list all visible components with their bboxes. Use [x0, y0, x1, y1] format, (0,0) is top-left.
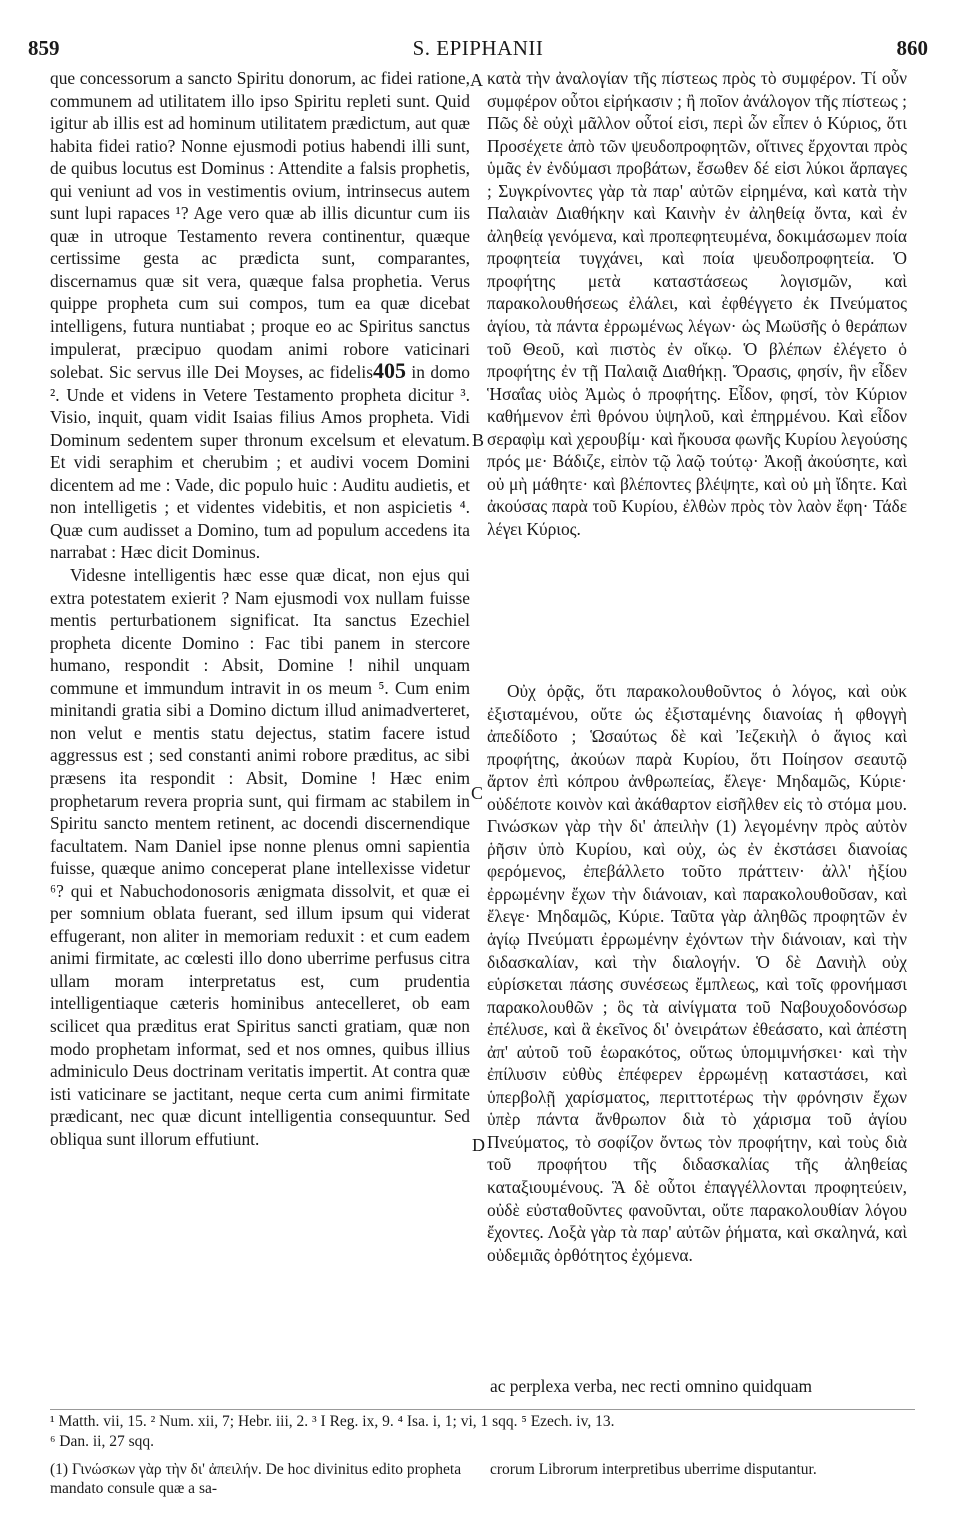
latin-column: [50, 67, 470, 1150]
latin-text-part-2: in domo ². Unde et videns in Vetere Testamento propheta dicitur ³. Visio, inquit, quam vidit Isaias filius Amos propheta. Vidi Dominum sedentem super thronum excelsum et elevatum. Et vidi seraphim et cherubim ; et audivi vocem Domini dicentem ad me : Vade, dic populo huic : Auditu audietis, et non intelligetis ; et videntes videbitis, et non aspicietis ⁴. Quæ cum audisset a Domino, tum ad populum accedens ita narrabat : Hæc dicit Dominus.: [50, 362, 470, 563]
page-number-right: 860: [896, 36, 928, 60]
latin-text-part-1: que concessorum a sancto Spiritu donorum, ac fidei ratione, communem ad utilitatem illo ipso Spiritu repleti sunt. Quid igitur ab illis est ad hominum utilitatem prædictum, aut quæ habita fidei ratio? Nonne ejusmodi potius habendi illi sunt, de quibus locutus est Dominus : Attendite a falsis prophetis, qui veniunt ad vos in vestimentis ovium, intrinsecus autem sunt lupi rapaces ¹? Age vero quæ ab illis dicuntur cum iis quæ in utroque Testamento revera continentur, quæque certissime gesta ac prædicta sunt, comparantes, discernamus quæ sit vera, quæque falsa prophetia. Verus quippe propheta cum sui compos, tum ea quæ dicebat intelligens, futura nuntiabat ; proque eo ac Spiritus sanctus impulerat, præcipuo quodam animi robore vaticinari solebat. Sic servus ille Dei Moyses, ac fidelis: [50, 68, 470, 383]
page-header: [28, 36, 928, 64]
footnote-line: ⁶ Dan. ii, 27 sqq.: [50, 1433, 154, 1450]
column-marker-405: 405: [372, 358, 406, 384]
running-title: S. EPIPHANII: [412, 36, 544, 60]
page-number-left: 859: [28, 36, 60, 60]
margin-letter-c: C: [471, 783, 484, 803]
latin-continuation: ac perplexa verba, nec recti omnino quidquam: [490, 1376, 813, 1396]
editor-note-left: (1) Γινώσκων γὰρ τὴν δι' ἀπειλήν. De hoc divinitus edito propheta mandato consule quæ a sa-: [50, 1461, 462, 1497]
greek-paragraph-2: Οὐχ ὁρᾷς, ὅτι παρακολουθοῦντος ὁ λόγος, καὶ οὐκ ἐξισταμένου, οὔτε ὡς ἐξισταμένης διανοίας ἡ φθογγὴ ἀπεδίδοτο ; Ὡσαύτως δὲ καὶ Ἰεζεκιὴλ ὁ ἅγιος καὶ προφήτης, ἀκούων παρὰ Κυρίου, ὅτι Ποίησον σεαυτῷ ἄρτον ἐπὶ κόπρου ἀνθρωπείας, ἔλεγε· Μηδαμῶς, Κύριε· οὐδέποτε κοινὸν καὶ ἀκάθαρτον εἰσῆλθεν εἰς τὸ στόμα μου. Γινώσκων γὰρ τὴν δι' ἀπειλὴν (1) λεγομένην πρὸς αὐτὸν ῥῆσιν ὑπὸ Κυρίου, καὶ οὐχ, ὡς ἐν ἐκστάσει διανοίας φερόμενος, ἐπεβάλλετο τοῦτο πράττειν· ἀλλ' ἠξίου ἐρρωμένην ἔχων τὴν διάνοιαν, καὶ παρακολουθοῦσαν, καὶ ἔλεγε· Μηδαμῶς, Κύριε. Ταῦτα γὰρ ἀληθῶς προφητῶν ἐν ἁγίῳ Πνεύματι ἐρρωμένην ἐχόντων τὴν διάνοιαν, καὶ τὴν διδασκαλίαν, καὶ τὴν διαλογήν. Ὁ δὲ Δανιὴλ οὐχ εὑρίσκεται πάσης συνέσεως ἔμπλεως, καὶ τοῖς φρονήμασι παρακολουθῶν ; ὃς τὰ αἰνίγματα τοῦ Ναβουχοδονόσωρ ἐπέλυσε, καὶ ἃ ἐκεῖνος δι' ὀνειράτων ἐθεάσατο, καὶ ἀπέστη ἀπ' αὐτοῦ τοῦ ἑωρακότος, οὕτως ὑπομιμνήσκει· καὶ τὴν ἐπίλυσιν εὐθὺς ἐπέφερεν ἐρρωμένῃ καταστάσει, καὶ ὑπερβολῇ χαρίσματος, περιττοτέρως τὴν φρόνησιν ἔχων ὑπὲρ πάντα ἄνθρωπον διὰ τὸ χάρισμα τοῦ ἁγίου Πνεύματος, τὸ σοφίζον ὄντως τὸν προφήτην, καὶ τοὺς διὰ τοῦ προφήτου τῆς διδασκαλίας τῆς ἀληθείας καταξιουμένους. Ἃ δὲ οὗτοι ἐπαγγέλλονται προφητεύειν, οὐδὲ εὐσταθοῦντες φανοῦνται, οὔτε παρακολουθίαν λόγου ἔχοντες. Λοξὰ γὰρ τὰ παρ' αὐτῶν ῥήματα, καὶ σκαληνά, καὶ οὐδεμιᾶς ὀρθότητος ἐχόμενα.: [487, 681, 907, 1265]
greek-column-bottom: [487, 680, 907, 1266]
margin-letter-d: D: [472, 1135, 485, 1155]
footnotes: [50, 1412, 915, 1452]
margin-letter-a: A: [470, 70, 483, 90]
footnote-rule: [50, 1409, 915, 1410]
editor-note-right: crorum Librorum interpretibus uberrime disputantur.: [490, 1461, 817, 1478]
latin-paragraph-1: [50, 67, 470, 564]
greek-column-top: κατὰ τὴν ἀναλογίαν τῆς πίστεως πρὸς τὸ συμφέρον. Τί οὖν συμφέρον οὗτοι εἰρήκασιν ; ἢ ποῖον ἀνάλογον τῆς πίστεως ; Πῶς δὲ οὐχὶ μᾶλλον οὗτοί εἰσι, περὶ ὧν εἶπεν ὁ Κύριος, ὅτι Προσέχετε ἀπὸ τῶν ψευδοπροφητῶν, οἵτινες ἔρχονται πρὸς ὑμᾶς ἐν ἐνδύμασι προβάτων, ἔσωθεν δέ εἰσι λύκοι ἅρπαγες ; Συγκρίνοντες γὰρ τὰ παρ' αὐτῶν εἰρημένα, καὶ κατὰ τὴν Παλαιὰν Διαθήκην καὶ Καινὴν ἐν ἀληθείᾳ ὄντα, καὶ ἐν ἀληθείᾳ γενόμενα, καὶ προπεφητευμένα, δοκιμάσωμεν ποία προφητεία τυγχάνει, καὶ ποία ψευδοπροφητεία. Ὁ προφήτης μετὰ καταστάσεως λογισμῶν, καὶ παρακολουθήσεως ἐλάλει, καὶ ἐφθέγγετο ἐκ Πνεύματος ἁγίου, τὰ πάντα ἐρρωμένως λέγων· ὡς Μωϋσῆς ὁ θεράπων τοῦ Θεοῦ, καὶ πιστὸς ἐν οἴκῳ. Ὁ βλέπων ἐλέγετο ὁ προφήτης ἐν τῇ Παλαιᾷ Διαθήκῃ. Ὅρασις, φησίν, ἣν εἶδεν Ἡσαΐας υἱὸς Ἀμὼς ὁ προφήτης. Εἶδον, φησί, τὸν Κύριον καθήμενον ἐπὶ θρόνου ὑψηλοῦ, καὶ ἐπηρμένου. Καὶ εἶδον σεραφὶμ καὶ χερουβίμ· καὶ ἤκουσα φωνῆς Κυρίου λεγούσης πρός με· Βάδιζε, εἰπὸν τῷ λαῷ τούτῳ· Ἀκοῇ ἀκούσητε, καὶ οὐ μὴ μάθητε· καὶ βλέποντες βλέψητε, καὶ οὐ μὴ ἴδητε. Καὶ ἀκούσας παρὰ τοῦ Κυρίου, ἐλθὼν πρὸς τὸν λαὸν ἔφη· Τάδε λέγει Κύριος.: [487, 68, 907, 539]
margin-letter-b: B: [472, 430, 485, 450]
latin-paragraph-2: Videsne intelligentis hæc esse quæ dicat, non ejus qui extra potestatem exierit ? Nam ejusmodi vox nullam fuisse mentis perturbationem significat. Ita sanctus Ezechiel propheta dicente Domino : Fac tibi panem in stercore humano, respondit : Absit, Domine ! nihil unquam commune et immundum intravit in os meum ⁵. Cum enim minitandi gratia sibi a Domino dictum illud animadverteret, non velut e mentis statu dejectus, statim facere istud aggressus est ; sed constanti animi robore præditus, ac sibi præsens ita respondit : Absit, Domine ! Hæc enim prophetarum revera propria sunt, qui firmam ac stabilem in Spiritu sancto mentem retinent, ac docendi discernendique facultatem. Nam Daniel ipse nonne plenus omni sapientia fuisse, quæque animo conceperat plane intellexisse videtur ⁶? qui et Nabuchodonosoris ænigmata dissolvit, et quæ ei per somnium oblata fuerant, sed illum ipsum qui viderat effugerant, non aliter in memoriam reduxit : et cum eadem animi firmitate, ac cœlesti illo dono uberrime perfusus citra ullam moram interpretatus est, cum prudentia intelligentiaque cæteris hominibus antecelleret, ob eam scilicet qua præditus erat Spiritus sancti gratiam, quæ non modo prophetam informat, sed et nos omnes, quibus illius adminiculo Deus doctrinam veritatis impertit. At contra quæ isti vaticinare se jactitant, neque certa cum animi firmitate prædicant, nec quæ dicunt intelligentia consequuntur. Sed obliqua sunt illorum effutiunt.: [50, 565, 470, 1149]
footnote-line: ¹ Matth. vii, 15. ² Num. xii, 7; Hebr. iii, 2. ³ I Reg. ix, 9. ⁴ Isa. i, 1; vi, 1 sqq. ⁵ Ezech. iv, 13.: [50, 1413, 615, 1430]
